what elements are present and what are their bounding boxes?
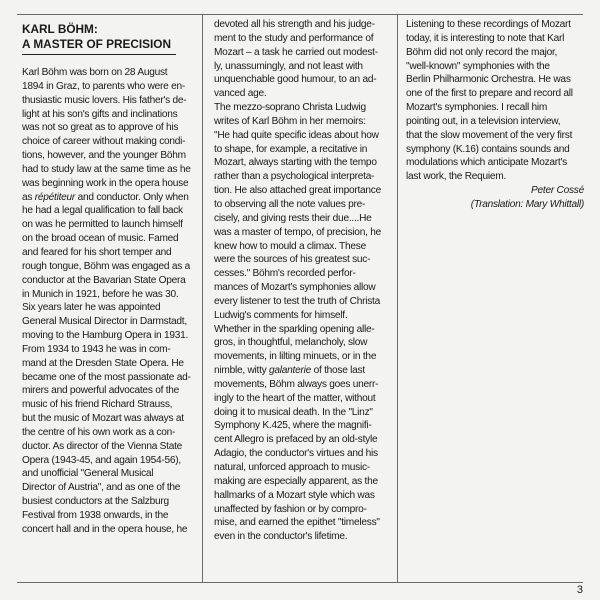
paragraph: Listening to these recordings of Mozart today, it is interesting to note that Karl Böhm did not only record the major, "well-known" symphonies with the Berlin Philharmonic Orchestra. He was one of the first to prepare and record all Mozart's symphonies. I recall him pointing out, in a television interview, that the slow movement of the very first symphony (K.16) contains sounds and modulations which anticipate Mozart's last work, the Requiem. — [406, 19, 573, 183]
translation-credit: (Translation: Mary Whittall) — [470, 198, 584, 210]
column-divider — [202, 14, 203, 583]
italic-term: répétiteur — [34, 191, 76, 203]
article-heading: KARL BÖHM: A MASTER OF PRECISION — [22, 22, 171, 51]
page-number: 3 — [576, 584, 583, 596]
paragraph: The mezzo-soprano Christa Ludwig writes of Karl Böhm in her memoirs: "He had quite specific ideas about how to shape, for example, a recitative in Mozart, always starting with the tempo rather than a psychological interpreta- tion. He also attached great importance to observing all the note values pre- cisely, and giving rests their due....He was a master of tempo, of precision, he knew how to mould a climax. These were the sources of his greatest suc- cesses." Böhm's recorded perfor- mances of Mozart's symphonies allow every listener to test the truth of Christa Ludwig's comments for himself. Whether in the sparkling opening alle- gros, in thoughtful, melancholy, slow movements, in lilting minuets, or in the nimble, witty galanterie of those last movements, Böhm always goes unerr- ingly to the heart of the matter, without doing it to musical death. In the "Linz" Symphony K.425, where the magnifi- cent Allegro is prefaced by an old-style Adagio, the conductor's virtues and his natural, unforced approach to music- making are especially apparent, as the hallmarks of a Mozart style which was unaffected by fashion or by compro- mise, and earned the epithet "timeless" even in the conductor's lifetime. — [214, 102, 381, 543]
paragraph: Karl Böhm was born on 28 August 1894 in Graz, to parents who were en- thusiastic music lovers. His father's de- light at his son's gifts and inclinations was not so great as to approve of his choice of career without making condi- tions, however, and the younger Böhm had to study law at the same time as he was beginning work in the opera house as répétiteur and conductor. Only when he had a legal qualification to fall back on was he permitted to launch himself on the broad ocean of music. Famed and feared for his short temper and rough tongue, Böhm was engaged as a conductor at the Bavarian State Opera in Munich in 1921, before he was 30. Six years later he was appointed General Musical Director in Darmstadt, moving to the Hamburg Opera in 1931. From 1934 to 1943 he was in com- mand at the Dresden State Opera. He became one of the most passionate ad- mirers and powerful advocates of the music of his friend Richard Strauss, but the music of Mozart was always at the centre of his own work as a con- ductor. As director of the Vienna State Opera (1943-45, and again 1954-56), and unofficial "General Musical Director of Austria", and as one of the busiest conductors at the Salzburg Festival from 1938 onwards, in the concert hall and in the opera house, he — [22, 67, 191, 535]
author-signature: Peter Cossé (Translation: Mary Whittall) — [406, 184, 584, 212]
top-rule — [17, 14, 583, 15]
column-2 — [214, 18, 392, 544]
italic-term: galanterie — [269, 365, 311, 377]
column-1 — [22, 22, 200, 537]
column-3 — [406, 18, 584, 212]
column-divider — [397, 14, 398, 583]
bottom-rule — [17, 582, 583, 583]
paragraph: devoted all his strength and his judge- ment to the study and performance of Mozart – a task he carried out modest- ly, unassumingly, and not least with unquenchable good humour, to an ad- vanced age. — [214, 19, 378, 100]
